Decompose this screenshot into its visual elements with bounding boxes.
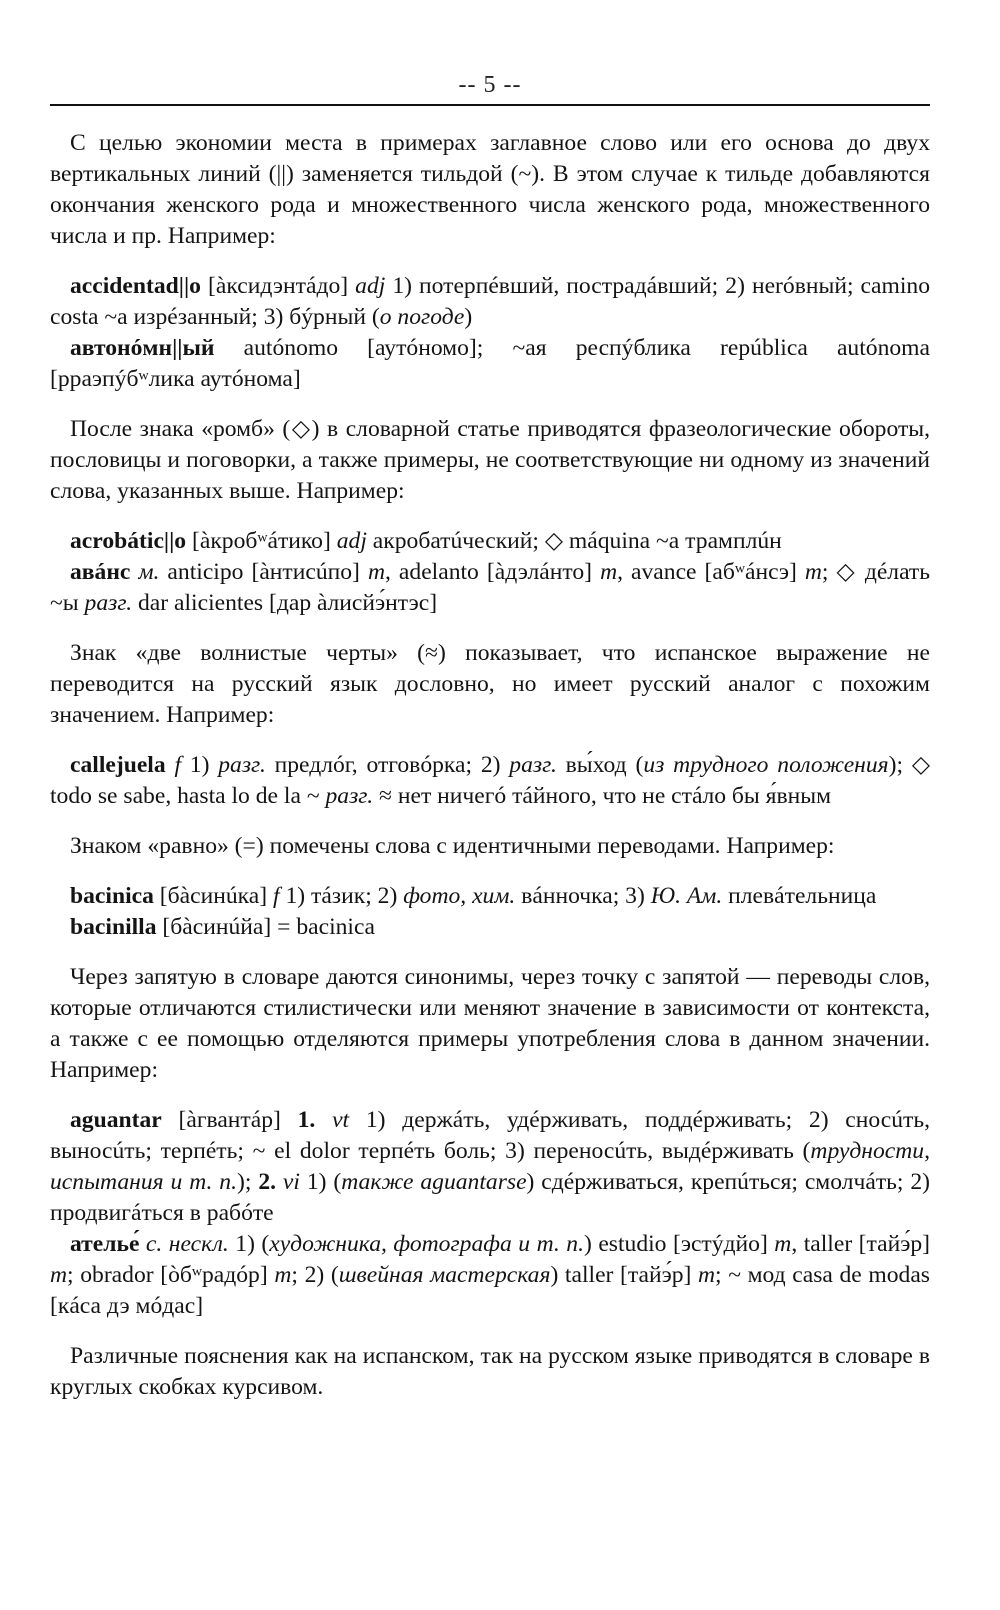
- text-run: anticipo [àнтисúпо]: [159, 559, 368, 585]
- text-run: Различные пояснения как на испанском, так на русском языке приводятся в словаре в круглых скобках курсивом.: [50, 1343, 930, 1400]
- dictionary-entry: [50, 1229, 930, 1322]
- example-entries: [50, 750, 930, 812]
- text-run: [276, 1169, 283, 1195]
- text-run: , taller [тайэ́р]: [791, 1231, 931, 1257]
- headword: ателье́: [70, 1231, 140, 1257]
- italic-label: разг.: [325, 783, 374, 809]
- text-run: ≈ нет ничегó тáйного, что не стáло бы я́вным: [373, 783, 832, 809]
- dictionary-entry: [50, 526, 930, 557]
- italic-label: также aguantarse: [341, 1169, 527, 1195]
- italic-label: м.: [138, 559, 160, 585]
- page: [50, 0, 931, 1400]
- headword: bacinilla: [70, 914, 157, 940]
- italic-label: m: [774, 1231, 792, 1257]
- headword: aguantar: [70, 1107, 162, 1133]
- dictionary-entry: [50, 750, 930, 812]
- italic-label: из трудного положения: [643, 752, 889, 778]
- italic-label: Ю. Ам.: [650, 883, 723, 909]
- headword: авáнс: [70, 559, 131, 585]
- text-run: [бàсинúка]: [153, 883, 273, 909]
- headword: автонóмн||ый: [70, 335, 215, 361]
- explanation-paragraph: [50, 414, 930, 507]
- example-entries: [50, 1105, 930, 1322]
- text-run: После знака «ромб» (◇) в словарной статье приводятся фразеологические обороты, пословицы и поговорки, а также примеры, не соответствующие ни одному из значений слова, указанных выше. Например:: [50, 416, 930, 504]
- italic-label: vt: [332, 1107, 350, 1133]
- text-run: ) estudio [эстýдйо]: [583, 1231, 775, 1257]
- page-header: [50, 0, 930, 108]
- text-run: 1) тáзик; 2): [279, 883, 404, 909]
- text-run: 1) (: [299, 1169, 342, 1195]
- italic-label: vi: [282, 1169, 300, 1195]
- italic-label: m: [697, 1262, 716, 1288]
- dictionary-entry: [50, 912, 930, 943]
- text-run: ) сдéрживаться, крепúться; смолчáть; 2) продвигáться в рабóте: [50, 1169, 930, 1226]
- text-run: ); ◇ todo se sabe, hasta lo de la ~: [50, 752, 930, 809]
- italic-label: швейная мастерская: [338, 1262, 551, 1288]
- text-run: 1) (: [228, 1231, 270, 1257]
- headword: 1.: [297, 1107, 316, 1133]
- text-run: Знаком «равно» (=) помечены слова с идентичными переводами. Например:: [70, 833, 835, 859]
- dictionary-entry: [50, 881, 930, 912]
- italic-label: m: [367, 559, 385, 585]
- text-run: плевáтельница: [722, 883, 877, 909]
- text-run: , adelanto [àдэлáнто]: [385, 559, 601, 585]
- text-run: [бàсинúйа] = bacinica: [156, 914, 375, 940]
- text-run: ; ~ мод casa de modas [кáса дэ мóдас]: [50, 1262, 930, 1319]
- text-run: ) taller [тайэ́р]: [550, 1262, 698, 1288]
- italic-label: разг.: [509, 752, 557, 778]
- text-run: , avance [абʷáнсэ]: [617, 559, 805, 585]
- headword: accidentad||o: [70, 273, 201, 299]
- explanation-paragraph: [50, 128, 930, 252]
- italic-label: f: [273, 883, 280, 909]
- italic-label: разг.: [218, 752, 266, 778]
- text-run: ; ◇ дéлать ~ы: [50, 559, 930, 616]
- text-run: 1) держáть, удéрживать, поддéрживать; 2) сносúть, выносúть; терпéть; ~ el dolor терпéть боль; 3) переносúть, выдéрживать (: [50, 1107, 931, 1164]
- text-run: С целью экономии места в примерах заглавное слово или его основа до двух вертикальных линий (||) заменяется тильдой (~). В этом случае к тильде добавляются окончания женского рода и множественного числа женского рода, множественного числа и пр. Например:: [50, 130, 930, 249]
- italic-label: фото, хим.: [403, 883, 516, 909]
- italic-label: художника, фотографа и т. п.: [269, 1231, 584, 1257]
- headword: 2.: [258, 1169, 277, 1195]
- page-content: [50, 128, 930, 1403]
- text-run: autónomo [аутóномо]; ~ая респýблика república autónoma [рраэпýбʷлика аутóнома]: [50, 335, 930, 392]
- header-rule: [50, 104, 930, 106]
- text-run: Знак «две волнистые черты» (≈) показывает, что испанское выражение не переводится на русский язык дословно, но имеет русский аналог с похожим значением. Например:: [50, 640, 930, 728]
- headword: bacinica: [70, 883, 154, 909]
- headword: acrobátic||o: [70, 528, 187, 554]
- dictionary-entry: [50, 1105, 930, 1229]
- italic-label: m: [600, 559, 618, 585]
- text-run: [àкробʷáтико]: [186, 528, 337, 554]
- italic-label: трудности, испытания и т. п.: [50, 1138, 930, 1195]
- text-run: 1): [181, 752, 219, 778]
- page-number: -- 5 --: [458, 72, 522, 98]
- italic-label: m: [274, 1262, 292, 1288]
- italic-label: разг.: [84, 590, 133, 616]
- text-run: dar alicientes [дар àлисйэ́нтэс]: [132, 590, 438, 616]
- text-run: ; obrador [òбʷрадóр]: [67, 1262, 275, 1288]
- text-run: [àгвантáр]: [161, 1107, 298, 1133]
- italic-label: о погоде: [379, 304, 465, 330]
- example-entries: [50, 881, 930, 943]
- explanation-paragraph: [50, 638, 930, 731]
- text-run: Через запятую в словаре даются синонимы, через точку с запятой — переводы слов, которые отличаются стилистически или меняют значение в зависимости от контекста, а также с ее помощью отделяются примеры употребления слова в данном значении. Например:: [50, 964, 930, 1083]
- explanation-paragraph: [50, 831, 930, 862]
- italic-label: m: [804, 559, 822, 585]
- dictionary-entry: [50, 271, 930, 333]
- text-run: вы́ход (: [556, 752, 644, 778]
- dictionary-entry: [50, 557, 930, 619]
- italic-label: f: [174, 752, 182, 778]
- text-run: 1) потерпéвший, пострадáвший; 2) неróвный; camino costa ~а изрéзанный; 3) бýрный (: [50, 273, 930, 330]
- text-run: акробатúческий; ◇ máquina ~а трамплúн: [366, 528, 782, 554]
- text-run: [àксидэнтáдо]: [200, 273, 356, 299]
- italic-label: m: [50, 1262, 68, 1288]
- italic-label: с. нескл.: [145, 1231, 229, 1257]
- italic-label: adj: [355, 273, 386, 299]
- italic-label: adj: [336, 528, 367, 554]
- text-run: ): [464, 304, 473, 330]
- text-run: предлóг, отговóрка; 2): [265, 752, 510, 778]
- text-run: вáнночка; 3): [515, 883, 651, 909]
- example-entries: [50, 271, 930, 395]
- text-run: [315, 1107, 332, 1133]
- dictionary-entry: [50, 333, 930, 395]
- explanation-paragraph: [50, 1341, 930, 1403]
- text-run: );: [237, 1169, 259, 1195]
- example-entries: [50, 526, 930, 619]
- headword: callejuela: [70, 752, 166, 778]
- explanation-paragraph: [50, 962, 930, 1086]
- text-run: ; 2) (: [291, 1262, 339, 1288]
